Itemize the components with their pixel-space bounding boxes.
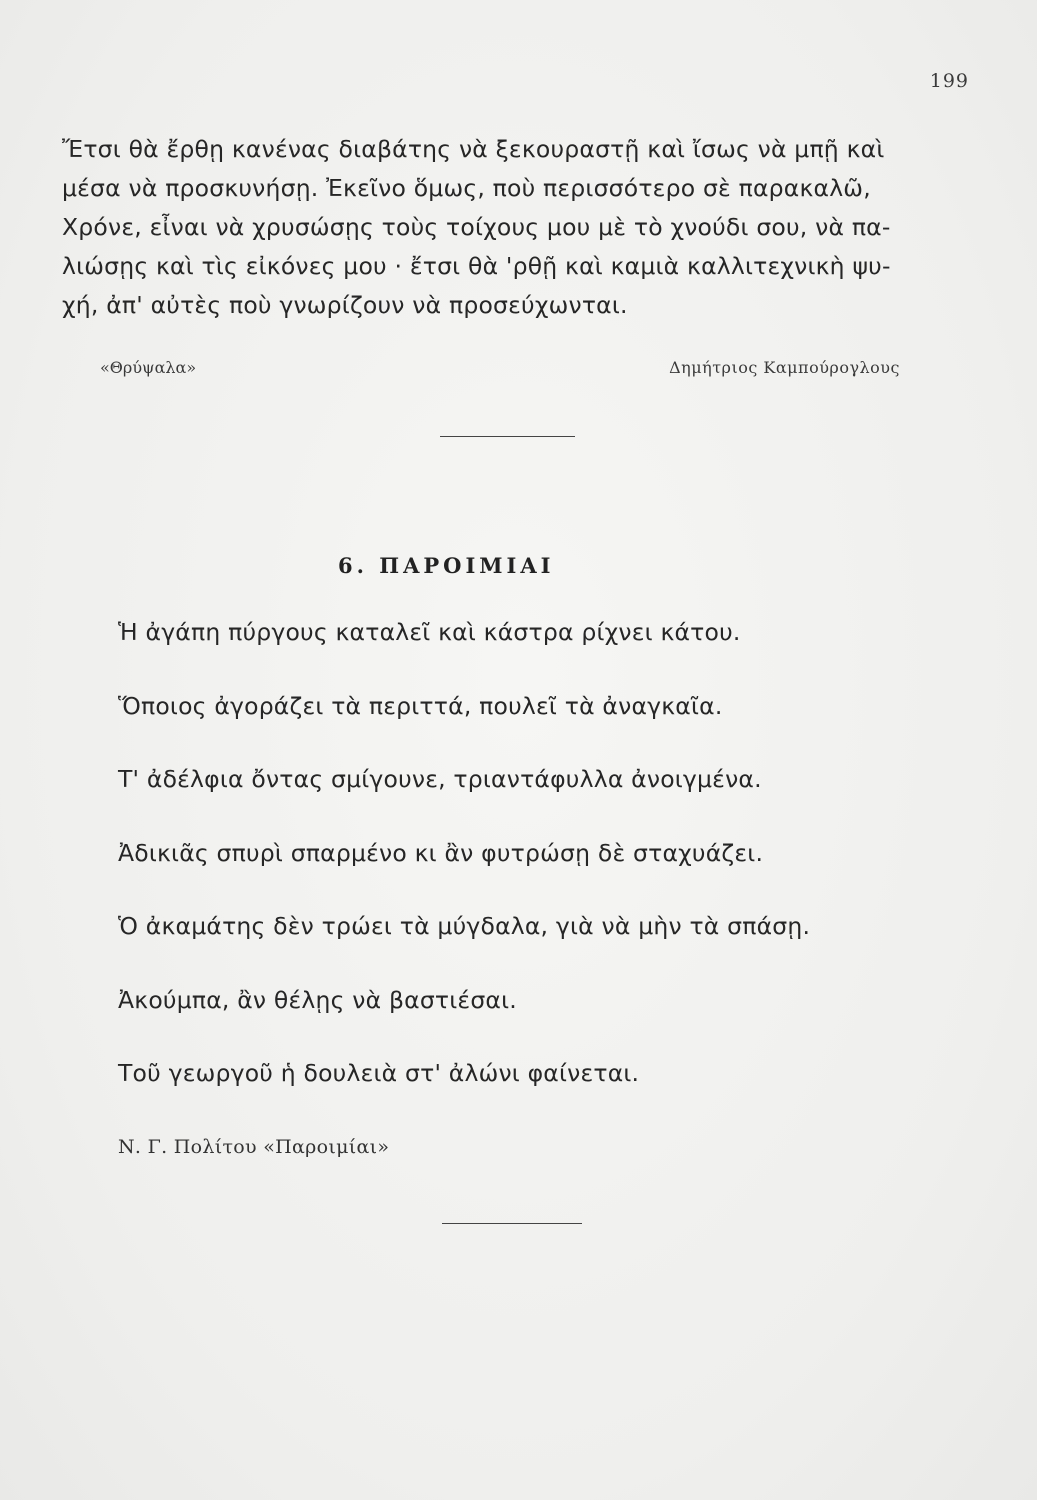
section-heading: 6. ΠΑΡΟΙΜΙΑΙ (338, 553, 555, 578)
proverbs-citation: Ν. Γ. Πολίτου «Παροιμίαι» (118, 1136, 390, 1158)
prose-passage (62, 130, 952, 325)
proverb: Τοῦ γεωργοῦ ἡ δουλειὰ στ' ἀλώνι φαίνεται. (118, 1059, 640, 1087)
prose-line: χή, ἀπ' αὐτὲς ποὺ γνωρίζουν νὰ προσεύχωνται. (62, 291, 628, 319)
proverb: Ἀδικιᾶς σπυρὶ σπαρμένο κι ἂν φυτρώσῃ δὲ σταχυάζει. (118, 838, 764, 867)
proverb: Ὅποιος ἀγοράζει τὰ περιττά, πουλεῖ τὰ ἀναγκαῖα. (118, 691, 723, 720)
prose-line: Ἔτσι θὰ ἔρθῃ κανένας διαβάτης νὰ ξεκουραστῇ καὶ ἴσως νὰ μπῇ καὶ (62, 135, 885, 163)
prose-line: Χρόνε, εἶναι νὰ χρυσώσῃς τοὺς τοίχους μου μὲ τὸ χνούδι σου, νὰ πα- (62, 213, 891, 241)
section-divider (442, 1223, 582, 1224)
proverb: Ἀκούμπα, ἂν θέλῃς νὰ βαστιέσαι. (118, 985, 517, 1014)
page-number: 199 (929, 70, 969, 92)
source-attribution (100, 358, 900, 388)
proverb-list (118, 617, 958, 1132)
prose-line: μέσα νὰ προσκυνήσῃ. Ἐκεῖνο ὅμως, ποὺ περισσότερο σὲ παρακαλῶ, (62, 174, 871, 202)
source-title: «Θρύψαλα» (100, 358, 197, 377)
proverb: Τ' ἀδέλφια ὄντας σμίγουνε, τριαντάφυλλα ἀνοιγμένα. (118, 765, 762, 793)
proverb: Ἡ ἀγάπη πύργους καταλεῖ καὶ κάστρα ρίχνει κάτου. (118, 618, 741, 646)
proverb: Ὁ ἀκαμάτης δὲν τρώει τὰ μύγδαλα, γιὰ νὰ μὴν τὰ σπάσῃ. (118, 912, 811, 940)
section-divider (440, 436, 575, 437)
prose-line: λιώσῃς καὶ τὶς εἰκόνες μου · ἔτσι θὰ 'ρθῇ καὶ καμιὰ καλλιτεχνικὴ ψυ- (62, 252, 891, 280)
source-author: Δημήτριος Καμπούρογλους (669, 358, 900, 377)
